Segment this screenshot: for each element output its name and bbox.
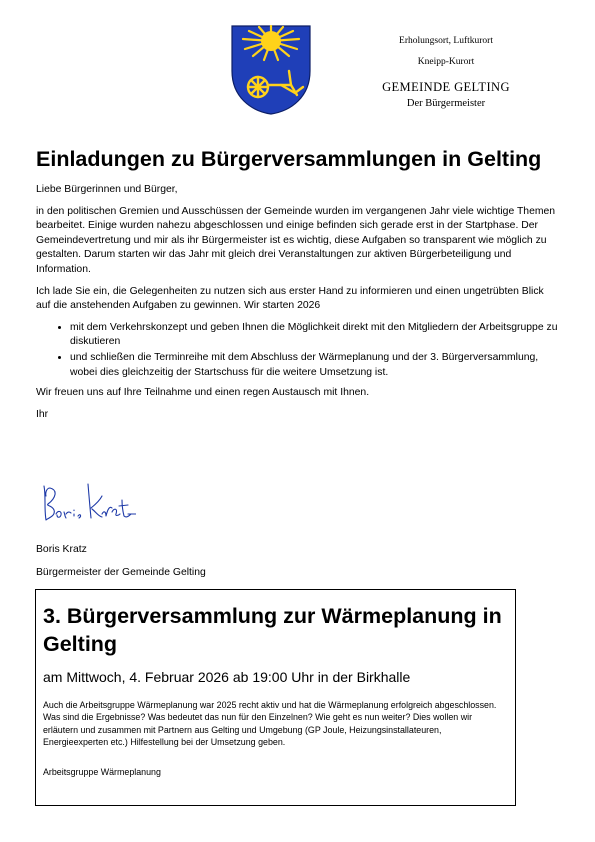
- office-label: Der Bürgermeister: [406, 98, 486, 109]
- paragraph-invitation: Ich lade Sie ein, die Gelegenheiten zu nutzen sich aus erster Hand zu informieren und einen ungetrübten Blick auf die anstehenden Aufgaben zu gewinnen. Wir starten 2026: [36, 285, 544, 312]
- event-organizer: Arbeitsgruppe Wärmeplanung: [43, 766, 161, 777]
- letterhead: [356, 34, 536, 111]
- closing-line: Wir freuen uns auf Ihre Teilnahme und einen regen Austausch mit Ihnen.: [36, 387, 370, 399]
- regards-line: Ihr: [36, 408, 49, 420]
- municipality-name: GEMEINDE GELTING: [382, 80, 510, 94]
- event-announcement-box: [35, 589, 516, 806]
- kneipp-label: Kneipp-Kurort: [417, 57, 475, 67]
- handwritten-signature: [36, 478, 136, 528]
- salutation: Liebe Bürgerinnen und Bürger,: [36, 184, 178, 195]
- coat-of-arms-logo: [231, 25, 311, 115]
- page-title: Einladungen zu Bürgerversammlungen in Gelting: [36, 147, 542, 171]
- list-item: • mit dem Verkehrskonzept und geben Ihnen die Möglichkeit direkt mit den Mitgliedern der Arbeitsgruppe zu diskutieren: [70, 321, 561, 350]
- list-item: • und schließen die Terminreihe mit dem Abschluss der Wärmeplanung und der 3. Bürgerversammlung, wobei dies gleichzeitig der Startschuss für die weitere Umsetzung ist.: [70, 351, 561, 380]
- letter-body: [36, 145, 561, 429]
- event-list: [36, 321, 561, 380]
- event-title: 3. Bürgerversammlung zur Wärmeplanung in Gelting: [43, 604, 502, 656]
- event-description: Auch die Arbeitsgruppe Wärmeplanung war 2025 recht aktiv und hat die Wärmeplanung erfolgreich abgeschlossen. Was sind die Ergebnisse? Was bedeutet das nun für den Einzelnen? Wie geht es nun weiter? Dies wollen wir erläutern und zusammen mit Partnern aus Gelting und Umgebung (GP Joule, Heizungsinstallateuren, Energieexperten etc.) Hilfestellung bei der Umsetzung geben.: [43, 700, 497, 748]
- signer-name: Boris Kratz: [36, 544, 87, 555]
- event-date-location: am Mittwoch, 4. Februar 2026 ab 19:00 Uhr in der Birkhalle: [43, 669, 411, 685]
- paragraph-intro: in den politischen Gremien und Ausschüssen der Gemeinde wurden im vergangenen Jahr viele wichtige Themen bearbeitet. Einige wurden nahezu abgeschlossen und einige befinden sich gerade erst in der Startphase. Der Gemeindevertretung und mir als ihr Bürgermeister ist es wichtig, diese Aufgaben so transparent wie möglich zu gestalten. Darum starten wir das Jahr mit gleich drei Veranstaltungen zur aktiven Bürgerbeteiligung und Information.: [36, 205, 556, 275]
- signer-role: Bürgermeister der Gemeinde Gelting: [36, 567, 206, 578]
- resort-label: Erholungsort, Luftkurort: [399, 36, 493, 46]
